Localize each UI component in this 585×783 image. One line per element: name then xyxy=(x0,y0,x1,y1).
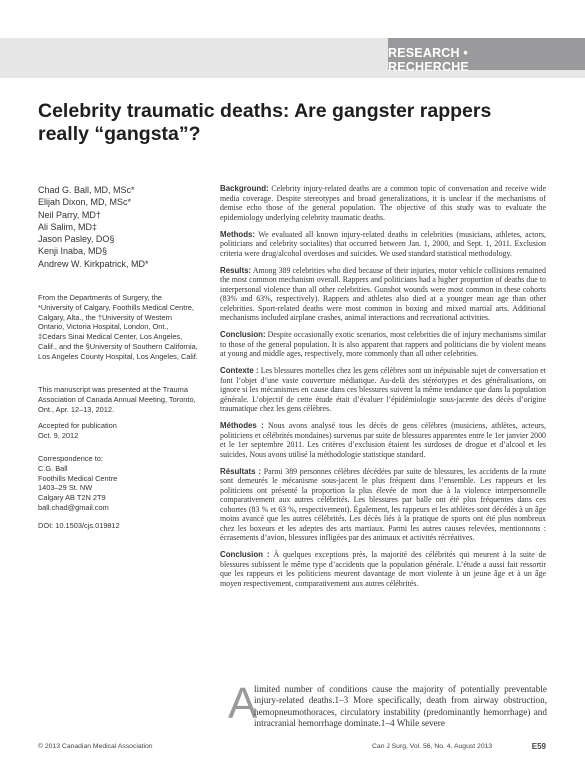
abstract-heading: Background: xyxy=(220,184,269,193)
author: Ali Salim, MD‡ xyxy=(38,221,98,232)
acceptance-date: Oct. 9, 2012 xyxy=(38,430,79,440)
correspondence-label: Correspondence to: xyxy=(38,454,103,463)
abstract-heading: Methods: xyxy=(220,229,256,239)
affiliations: From the Departments of Surgery, the *University of Calgary, Foothills Medical Centre, Calgary, Alta., the †University of Western Ontario, Victoria Hospital, London, Ont., ‡Cedars Sinai Medical Center, Los Angeles, Calif., and the §University of Southern California, Los Angeles County Hospital, Los Angeles, Calif. xyxy=(38,293,198,361)
resume-contexte xyxy=(220,366,546,414)
abstract-heading: Méthodes : xyxy=(220,421,264,430)
abstract-heading: Contexte : xyxy=(220,366,259,375)
abstract-text: Parmi 389 personnes célèbres décédées par suite de blessures, les accidents de la route sont demeurés le mécanisme sous-jacent le plus fréquent dans l’ensemble. Les rappeurs et les politiciens ont présenté la proportion la plus élevée de mort due à la violence interpersonnelle comparativement aux autres célébrités. Les blessures par balle ont été plus fréquentes dans ces cohortes (83 % et 63 %, respectivement). Également, les rappeurs et les athlètes sont décédés à un âge moins avancé que les autres célébrités. Les décès liés à la pratique de sports ont été plus nombreux chez les boxeurs et les adeptes des arts martiaux. Parmi les autres causes relevées, mentionnons : écrasements d’avion, blessures infligées par des animaux et activités récréatives. xyxy=(220,466,546,542)
correspondence-city: Calgary AB T2N 2T9 xyxy=(38,493,106,503)
abstract-background xyxy=(220,184,546,222)
abstract-heading: Results: xyxy=(220,265,252,275)
drop-cap: A xyxy=(228,679,258,728)
presentation-note: This manuscript was presented at the Trauma Association of Canada Annual Meeting, Toronto, Ont., Apr. 12–13, 2012. xyxy=(38,385,196,414)
section-banner xyxy=(0,38,585,78)
abstract-text: Les blessures mortelles chez les gens célèbres sont un inépuisable sujet de conversation et font l’objet d’une vaste couverture médiatique. Au-delà des stéréotypes et des généralisations, on ignore si les mécanismes en cause dans ces blessures suivent la même tendance que dans la population générale. L’objectif de cette étude était d’évaluer l’épidémiologie sous-jacente des décès d’origine traumatique chez les gens célèbres. xyxy=(220,366,546,413)
abstract-text: Despite occasionally exotic scenarios, most celebrities die of injury mechanisms similar to those of the general population. It is also apparent that rappers and politicians die by violent means at young and middle ages, respectively, more commonly than all other celebrities. xyxy=(220,330,546,358)
correspondence-street: 1403–29 St. NW xyxy=(38,483,93,493)
article-title: Celebrity traumatic deaths: Are gangster rappers really “gangsta”? xyxy=(38,100,492,145)
correspondence xyxy=(38,454,198,513)
footer-citation xyxy=(372,743,546,750)
correspondence-email[interactable]: ball.chad@gmail.com xyxy=(38,502,109,512)
correspondence-institution: Foothills Medical Centre xyxy=(38,473,118,483)
resume-conclusion xyxy=(220,550,546,588)
resume-resultats xyxy=(220,467,546,543)
abstract-heading: Conclusion : xyxy=(220,550,270,559)
abstract-text: Among 389 celebrities who died because of their injuries, motor vehicle collisions remained the most common mechanism overall. Rappers and politicians had a higher proportion of deaths due to interpersonal violence than all other celebrities. Gunshot wounds were most common in these cohorts (83% and 63%, respectively). Rappers and athletes also died at a younger mean age than other celebrities. Sport-related deaths were most common in boxing and mixed martial arts. Additional mechanisms included airplane crashes, animal interactions and recreational activities. xyxy=(220,265,546,322)
abstract-conclusion xyxy=(220,330,546,359)
author: Jason Pasley, DO§ xyxy=(38,234,115,245)
abstract-results xyxy=(220,266,546,323)
body-text xyxy=(228,679,547,729)
author: Neil Parry, MD† xyxy=(38,209,101,220)
correspondence-name: C.G. Ball xyxy=(38,463,68,473)
abstract-text: We evaluated all known injury-related deaths in celebrities (musicians, athletes, actors, politicians and celebrity socialites) that occurred between Jan. 1, 2000, and Sept. 1, 2011. Exclusion criteria were drug/alcohol overdoses and suicides. We used standard statistical methodology. xyxy=(220,229,546,258)
doi[interactable]: DOI: 10.1503/cjs.019812 xyxy=(38,521,120,530)
acceptance-note xyxy=(38,421,198,441)
abstract-text: À quelques exceptions près, la majorité des célébrités qui meurent à la suite de blessures subissent le même type d’accidents que la population générale. L’étude a aussi fait ressortir que les rappeurs et les politiciens meurent davantage de mort violente à un jeune âge et à un âge moyen respectivement, comparativement aux autres célébrités. xyxy=(220,550,546,588)
page-number: E59 xyxy=(531,742,546,751)
abstract-heading: Résultats : xyxy=(220,466,262,476)
abstract-methods xyxy=(220,230,546,259)
section-banner-tab xyxy=(388,38,585,74)
section-label: RESEARCH • RECHERCHE xyxy=(388,46,469,74)
author: Kenji Inaba, MD§ xyxy=(38,246,108,257)
author-list xyxy=(38,184,213,270)
body-paragraph: limited number of conditions cause the majority of potentially preventable injury-related deaths.1–3 More specifically, death from airway obstruction, hemopneumothoraces, circulatory instability (predominantly hemorrhage) and intracranial hemorrhage dominate.1–4 While severe xyxy=(254,684,547,728)
resume-methodes xyxy=(220,421,546,459)
acceptance-label: Accepted for publication xyxy=(38,421,117,430)
abstract-heading: Conclusion: xyxy=(220,330,266,339)
author: Chad G. Ball, MD, MSc* xyxy=(38,185,135,195)
author: Elijah Dixon, MD, MSc* xyxy=(38,197,132,208)
abstract-text: Nous avons analysé tous les décès de gens célèbres (musiciens, athlètes, acteurs, politiciens et célébrités mondaines) survenus par suite de blessures apparentes entre le 1er janvier 2000 et le 1er septembre 2011. Les critères d’exclusion étaient les surdoses de drogue et d’alcool et les suicides. Nous avons utilisé la méthodologie statistique standard. xyxy=(220,421,546,459)
abstract-text: Celebrity injury-related deaths are a common topic of conversation and receive wide media coverage. Despite stereotypes and broad generalizations, it is unclear if the mechanisms of demise echo those of the general population. The objective of this study was to evaluate the epidemiology underlying celebrity traumatic deaths. xyxy=(220,184,546,222)
author: Andrew W. Kirkpatrick, MD* xyxy=(38,258,149,269)
abstract xyxy=(220,184,546,596)
footer-journal: Can J Surg, Vol. 56, No. 4, August 2013 xyxy=(372,743,493,750)
footer-copyright: © 2013 Canadian Medical Association xyxy=(38,743,153,750)
